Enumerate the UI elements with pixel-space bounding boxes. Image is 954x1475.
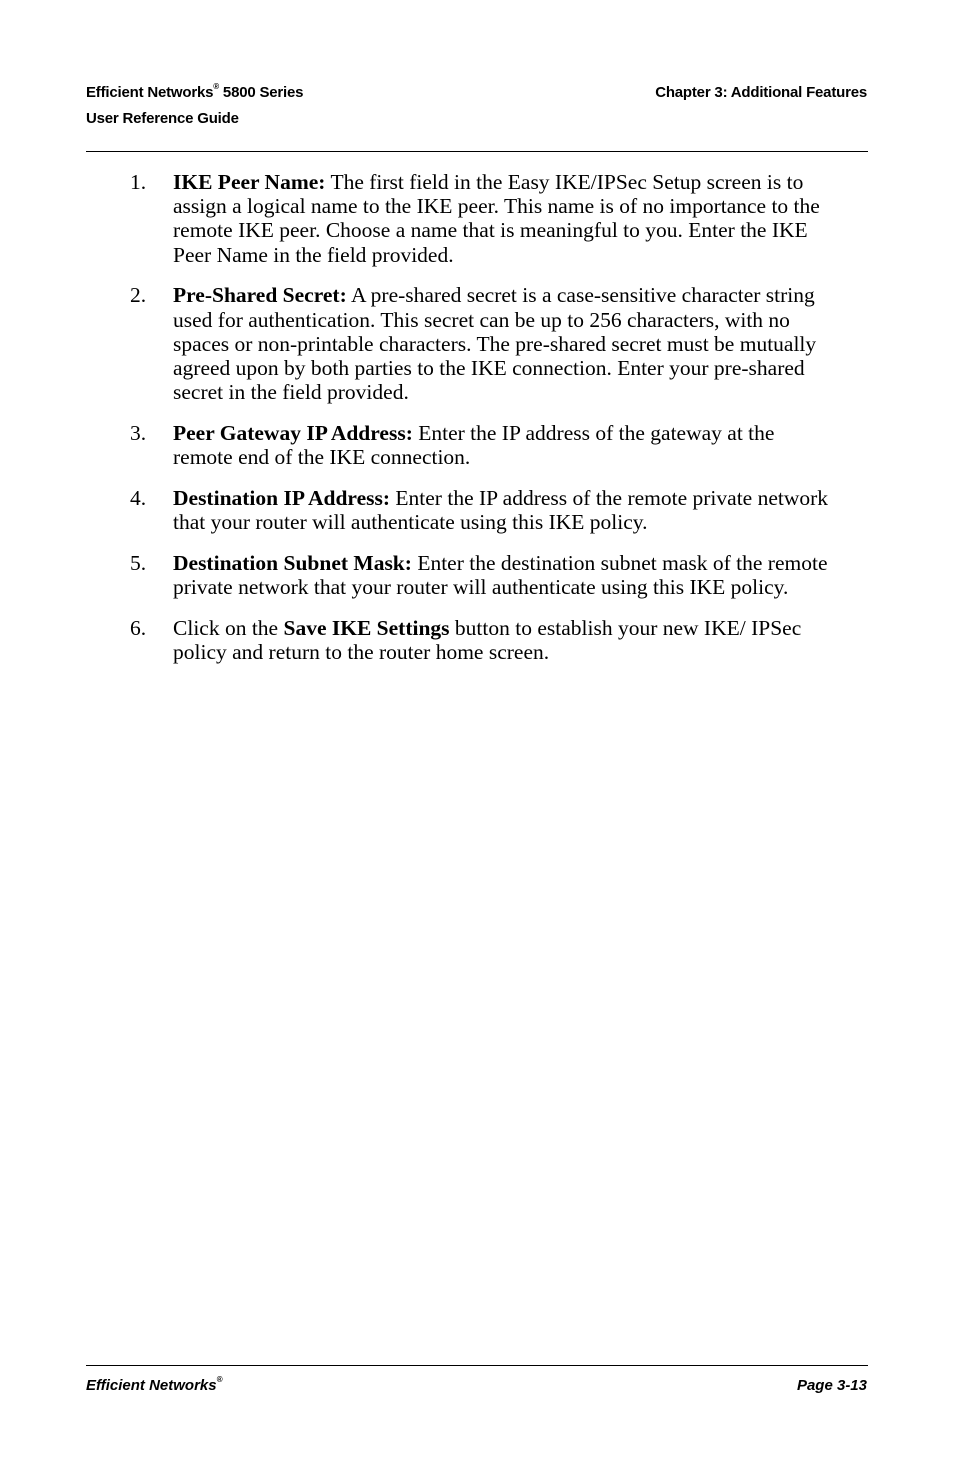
- footer-divider: [86, 1365, 868, 1366]
- step-term: Pre-Shared Secret:: [173, 283, 347, 308]
- step-number: 3.: [130, 420, 147, 445]
- header-registered-mark: ®: [213, 82, 219, 91]
- header-brand-series: [86, 84, 303, 101]
- step-text: Enter the destination subnet mask of the remote private network that your router will authenticate using this IKE policy.: [173, 550, 828, 599]
- list-item: [130, 551, 830, 599]
- header-guide-title: User Reference Guide: [86, 110, 239, 127]
- step-number: 2.: [130, 283, 147, 308]
- step-text: The first field in the Easy IKE/IPSec Setup screen is to assign a logical name to the IKE peer. This name is of no importance to the remote IKE peer. Choose a name that is meaningful to you. Enter the IKE Peer Name in the field provided.: [173, 170, 820, 267]
- step-number: 1.: [130, 170, 147, 194]
- list-item: [130, 616, 830, 664]
- page-number: Page 3-13: [796, 1377, 867, 1394]
- step-term: Destination IP Address:: [173, 485, 391, 510]
- footer-brand-block: [86, 1377, 223, 1394]
- step-text: A pre-shared secret is a case-sensitive character string used for authentication. This secret can be up to 256 characters, with no spaces or non-printable characters. The pre-shared secret must be mutually agreed upon by both parties to the IKE connection. Enter your pre-shared secret in the field provided.: [173, 283, 817, 405]
- header-chapter-title: Chapter 3: Additional Features: [655, 84, 867, 101]
- step-text: button to establish your new IKE/ IPSec policy and return to the router home screen.: [173, 615, 802, 664]
- list-item: [130, 283, 830, 404]
- list-item: [130, 170, 830, 267]
- header-divider: [86, 151, 868, 152]
- steps-list: [130, 170, 830, 680]
- step-text: Enter the IP address of the remote private network that your router will authenticate using this IKE policy.: [173, 485, 829, 534]
- footer-brand: Efficient Networks: [86, 1377, 217, 1394]
- step-text: Enter the IP address of the gateway at the remote end of the IKE connection.: [173, 420, 775, 470]
- header-brand: Efficient Networks: [86, 84, 214, 101]
- footer-registered-mark: ®: [216, 1375, 223, 1384]
- step-term: IKE Peer Name:: [173, 170, 326, 194]
- list-item: [130, 486, 830, 534]
- header-series: 5800 Series: [218, 84, 304, 101]
- step-term: Peer Gateway IP Address:: [173, 420, 413, 445]
- step-number: 4.: [130, 485, 147, 510]
- step-number: 5.: [130, 550, 147, 575]
- step-term: Destination Subnet Mask:: [173, 550, 412, 575]
- step-term: Save IKE Settings: [283, 615, 450, 640]
- list-item: [130, 421, 830, 469]
- step-number: 6.: [130, 615, 147, 640]
- step-prefix: Click on the: [173, 615, 284, 640]
